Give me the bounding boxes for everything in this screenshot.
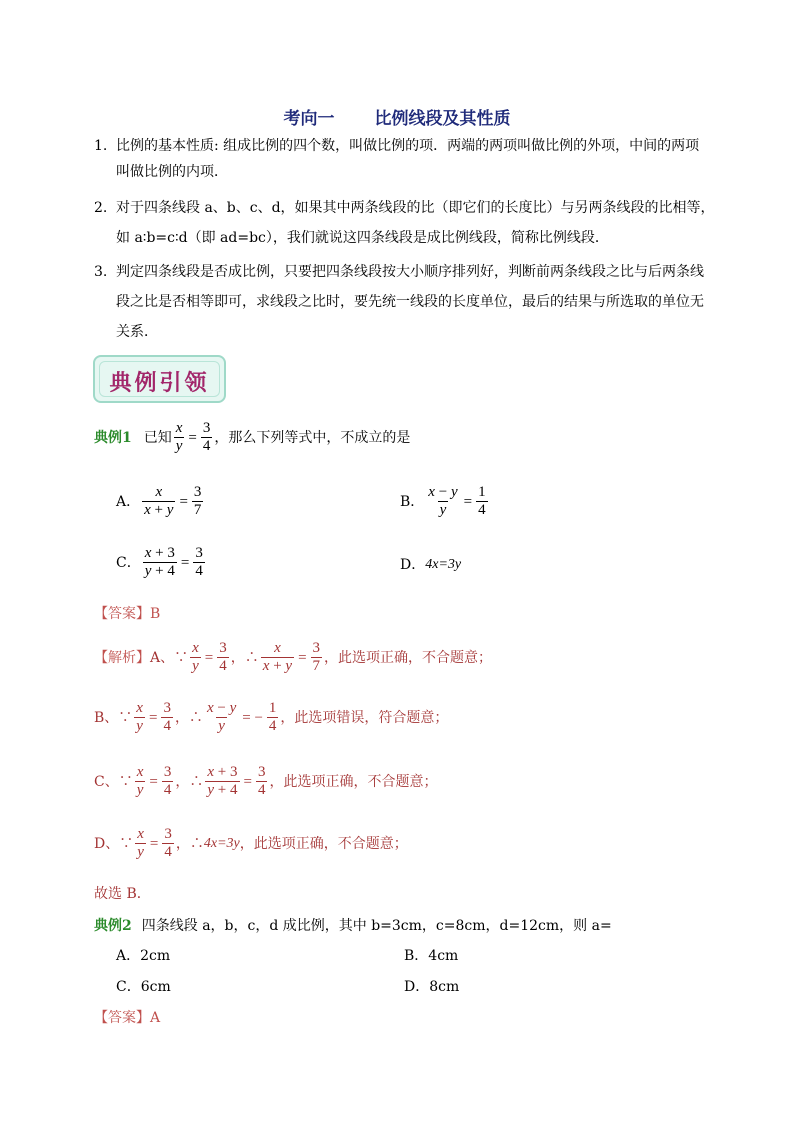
point-1-line2: 叫做比例的内项． — [116, 164, 228, 180]
fraction: $\frac{x}{y}$ — [136, 700, 143, 734]
question-post: ，那么下列等式中，不成立的是 — [214, 429, 411, 446]
analysis-lead: C、∵ — [94, 773, 133, 790]
option-b: B． $\frac{x - y}{y}$ = $\frac{1}{4}$ — [400, 484, 486, 518]
point-text: 对于四条线段 a、b、c、d，如果其中两条线段的比（即它们的长度比）与另两条线段的比相等， — [116, 200, 715, 216]
fraction: $\frac{3}{7}$ — [193, 484, 202, 518]
option-c: C． $\frac{x + 3}{y + 4}$ = $\frac{3}{4}$ — [116, 545, 203, 579]
option-label: B． — [400, 493, 425, 510]
example-1-question: 典例1 已知 $\frac{x}{y}$ = $\frac{3}{4}$ ，那么下列等式中，不成立的是 — [94, 420, 411, 454]
fraction: $\frac{1}{4}$ — [268, 700, 277, 734]
analysis-b: B、∵ $\frac{x}{y}$ = $\frac{3}{4}$ ，∴ $\frac{x - y}{y}$ = − $\frac{1}{4}$ ，此选项错误，符合题意； — [94, 700, 449, 734]
analysis-d: D、∵ $\frac{x}{y}$ = $\frac{3}{4}$ ，∴ 4x=3y ，此选项正确，不合题意； — [94, 826, 408, 860]
fraction: $\frac{1}{4}$ — [478, 484, 486, 518]
fraction: $\frac{x}{y}$ — [192, 640, 199, 674]
fraction: $\frac{x + 3}{y + 4}$ — [144, 545, 175, 579]
point-3-line2: 段之比是否相等即可，求线段之比时，要先统一线段的长度单位，最后的结果与所选取的单位无 — [116, 294, 704, 310]
badge-text: 典例引领 — [109, 371, 210, 396]
analysis-mid: ，∴ — [175, 835, 204, 852]
point-3 — [94, 262, 704, 282]
fraction: $\frac{3}{4}$ — [219, 640, 227, 674]
analysis-mid: ，∴ — [230, 649, 259, 666]
option-a: A． $\frac{x}{x + y}$ = $\frac{3}{7}$ — [116, 484, 202, 518]
example-2-question — [94, 916, 612, 936]
question-pre: 已知 — [143, 429, 172, 446]
point-2-line2: 如 a∶b=c∶d（即 ad=bc），我们就说这四条线段是成比例线段，简称比例线段． — [116, 230, 609, 246]
fraction: $\frac{3}{7}$ — [312, 640, 321, 674]
fraction: $\frac{3}{4}$ — [195, 545, 203, 579]
fraction: $\frac{3}{4}$ — [257, 764, 266, 798]
option-d-text: 4x=3y — [425, 557, 462, 572]
ex2-option-b: B．4cm — [404, 948, 459, 964]
fraction: $\frac{3}{4}$ — [164, 826, 172, 860]
fraction: $\frac{x - y}{y}$ — [428, 484, 458, 518]
option-label: D． — [400, 557, 426, 573]
ex2-option-a: A．2cm — [116, 948, 171, 964]
point-number: 1. — [94, 138, 108, 154]
question-text: 四条线段 a，b，c，d 成比例，其中 b=3cm，c=8cm，d=12cm，则 a= — [141, 918, 612, 934]
example-1-answer — [94, 604, 160, 624]
example-label: 典例1 — [94, 429, 132, 446]
example-label: 典例2 — [94, 918, 132, 934]
analysis-tail: ，此选项正确，不合题意； — [269, 773, 438, 790]
analysis-lead: D、∵ — [94, 835, 134, 852]
analysis-mid: ，∴ — [174, 709, 203, 726]
point-number: 2. — [94, 200, 108, 216]
example-2-answer — [94, 1008, 160, 1028]
fraction: $\frac{x}{x + y}$ — [144, 484, 174, 518]
point-2 — [94, 198, 715, 218]
analysis-tail: ，此选项正确，不合题意； — [324, 649, 493, 666]
option-d — [400, 555, 461, 575]
analysis-mid: ，∴ — [175, 773, 204, 790]
title-text: 比例线段及其性质 — [374, 109, 511, 129]
fraction: $\frac{3}{4}$ — [202, 420, 211, 454]
analysis-tail: ，此选项错误，符合题意； — [280, 709, 449, 726]
fraction: $\frac{x}{y}$ — [136, 764, 144, 798]
analysis-label: 【解析】 — [94, 649, 150, 666]
section-badge — [93, 355, 226, 403]
ex2-option-c: C．6cm — [116, 979, 171, 995]
fraction: $\frac{x - y}{y}$ — [206, 700, 237, 734]
analysis-a: 【解析】 A、∵ $\frac{x}{y}$ = $\frac{3}{4}$ ，∴ $\frac{x}{x + y}$ = $\frac{3}{7}$ ，此选项正确，不合题意； — [94, 640, 493, 674]
answer-value: A — [150, 1010, 161, 1026]
title-prefix: 考向一 — [283, 109, 335, 129]
point-text: 比例的基本性质: 组成比例的四个数，叫做比例的项．两端的两项叫做比例的外项，中间的两项 — [116, 138, 700, 154]
point-text: 判定四条线段是否成比例，只要把四条线段按大小顺序排列好，判断前两条线段之比与后两条线 — [116, 264, 704, 280]
conclusion: 故选 B． — [94, 886, 151, 902]
fraction: $\frac{x}{x + y}$ — [262, 640, 293, 674]
fraction: $\frac{3}{4}$ — [163, 764, 172, 798]
point-3-line3: 关系． — [116, 324, 158, 340]
analysis-equation: 4x=3y — [203, 835, 240, 851]
analysis-tail: ，此选项正确，不合题意； — [239, 835, 408, 852]
analysis-c: C、∵ $\frac{x}{y}$ = $\frac{3}{4}$ ，∴ $\frac{x + 3}{y + 4}$ = $\frac{3}{4}$ ，此选项正确，不合题意； — [94, 764, 438, 798]
fraction: $\frac{3}{4}$ — [163, 700, 171, 734]
point-1 — [94, 136, 699, 156]
ex2-option-d: D．8cm — [404, 979, 460, 995]
answer-label: 【答案】 — [94, 1010, 150, 1026]
page-title — [0, 104, 794, 129]
answer-label: 【答案】 — [94, 606, 150, 622]
option-label: A． — [116, 493, 141, 510]
analysis-lead: B、∵ — [94, 709, 133, 726]
option-label: C． — [116, 554, 141, 571]
fraction: $\frac{x}{y}$ — [175, 420, 183, 454]
analysis-lead: A、∵ — [150, 649, 189, 666]
fraction: $\frac{x + 3}{y + 4}$ — [207, 764, 238, 798]
answer-value: B — [150, 606, 161, 622]
point-number: 3. — [94, 264, 108, 280]
fraction: $\frac{x}{y}$ — [137, 826, 144, 860]
